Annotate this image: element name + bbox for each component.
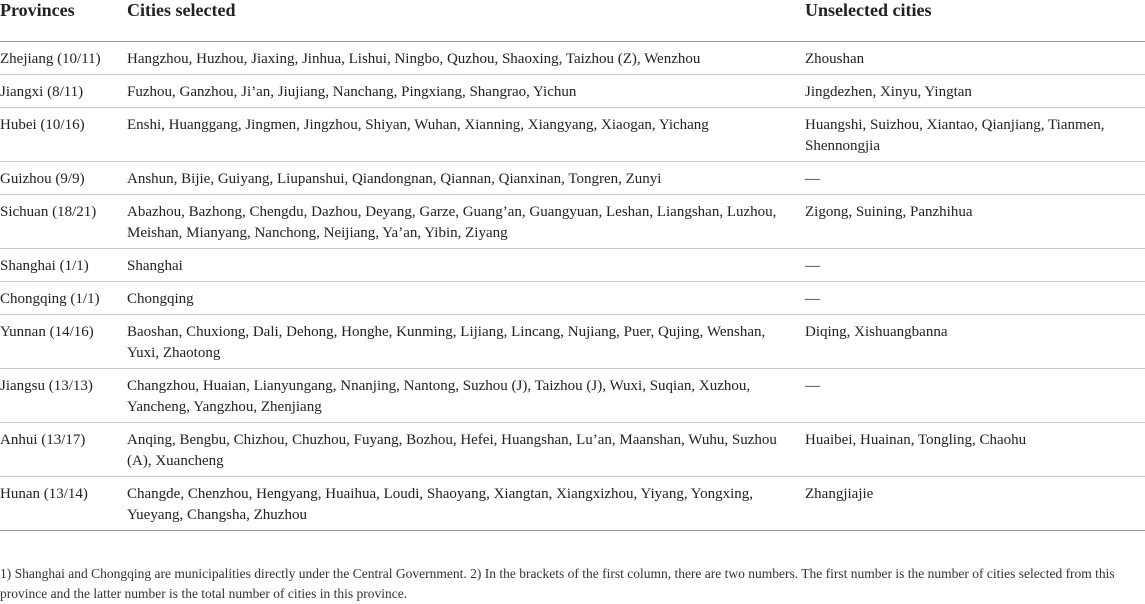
table-row — [0, 75, 1145, 108]
selected-cities-cell: Abazhou, Bazhong, Chengdu, Dazhou, Deyang, Garze, Guang’an, Guangyuan, Leshan, Liangshan, Luzhou, Meishan, Mianyang, Nanchong, Neijiang, Ya’an, Yibin, Ziyang — [127, 204, 777, 241]
selected-cities-cell: Shanghai — [127, 258, 183, 274]
province-cell: Chongqing (1/1) — [0, 291, 100, 307]
selected-cities-cell: Anqing, Bengbu, Chizhou, Chuzhou, Fuyang, Bozhou, Hefei, Huangshan, Lu’an, Maanshan, Wuhu, Suzhou (A), Xuancheng — [127, 432, 777, 469]
unselected-cities-cell: — — [805, 291, 820, 307]
header-cities-selected: Cities selected — [127, 0, 805, 42]
table-row — [0, 423, 1145, 477]
unselected-cities-cell: Zhoushan — [805, 51, 865, 67]
selected-cities-cell: Changzhou, Huaian, Lianyungang, Nnanjing, Nantong, Suzhou (J), Taizhou (J), Wuxi, Suqian, Xuzhou, Yancheng, Yangzhou, Zhenjiang — [127, 378, 751, 415]
table-row — [0, 369, 1145, 423]
selected-cities-cell: Anshun, Bijie, Guiyang, Liupanshui, Qiandongnan, Qiannan, Qianxinan, Tongren, Zunyi — [127, 171, 662, 187]
province-cell: Anhui (13/17) — [0, 432, 86, 448]
header-unselected-cities: Unselected cities — [805, 0, 1145, 42]
table-row — [0, 108, 1145, 162]
header-provinces: Provinces — [0, 0, 127, 42]
selected-cities-cell: Fuzhou, Ganzhou, Ji’an, Jiujiang, Nanchang, Pingxiang, Shangrao, Yichun — [127, 84, 577, 100]
table-row — [0, 249, 1145, 282]
province-cell: Jiangxi (8/11) — [0, 84, 84, 100]
table-row — [0, 282, 1145, 315]
selected-cities-cell: Enshi, Huanggang, Jingmen, Jingzhou, Shiyan, Wuhan, Xianning, Xiangyang, Xiaogan, Yichang — [127, 117, 709, 133]
table-row — [0, 162, 1145, 195]
table-row — [0, 477, 1145, 531]
table-row — [0, 42, 1145, 75]
unselected-cities-cell: Zhangjiajie — [805, 486, 874, 502]
unselected-cities-cell: Jingdezhen, Xinyu, Yingtan — [805, 84, 972, 100]
selected-cities-cell: Baoshan, Chuxiong, Dali, Dehong, Honghe, Kunming, Lijiang, Lincang, Nujiang, Puer, Qujing, Wenshan, Yuxi, Zhaotong — [127, 324, 766, 361]
unselected-cities-cell: — — [805, 378, 820, 394]
province-cell: Yunnan (14/16) — [0, 324, 94, 340]
province-cell: Jiangsu (13/13) — [0, 378, 93, 394]
province-cell: Shanghai (1/1) — [0, 258, 89, 274]
province-cell: Hubei (10/16) — [0, 117, 85, 133]
unselected-cities-cell: Diqing, Xishuangbanna — [805, 324, 948, 340]
table-row — [0, 195, 1145, 249]
province-cell: Guizhou (9/9) — [0, 171, 85, 187]
unselected-cities-cell: Huaibei, Huainan, Tongling, Chaohu — [805, 432, 1027, 448]
province-cell: Hunan (13/14) — [0, 486, 88, 502]
unselected-cities-cell: Zigong, Suining, Panzhihua — [805, 204, 973, 220]
header-row — [0, 0, 1145, 42]
province-cell: Zhejiang (10/11) — [0, 51, 101, 67]
selected-cities-cell: Changde, Chenzhou, Hengyang, Huaihua, Loudi, Shaoyang, Xiangtan, Xiangxizhou, Yiyang, Yongxing, Yueyang, Changsha, Zhuzhou — [127, 486, 754, 523]
province-cell: Sichuan (18/21) — [0, 204, 97, 220]
unselected-cities-cell: — — [805, 171, 820, 187]
unselected-cities-cell: Huangshi, Suizhou, Xiantao, Qianjiang, Tianmen, Shennongjia — [805, 117, 1105, 154]
selected-cities-cell: Chongqing — [127, 291, 194, 307]
table-footnote: 1) Shanghai and Chongqing are municipalities directly under the Central Government. 2) In the brackets of the first column, there are two numbers. The first number is the number of cities selected from this province and the latter number is the total number of cities in this province. — [0, 566, 1115, 601]
selected-cities-cell: Hangzhou, Huzhou, Jiaxing, Jinhua, Lishui, Ningbo, Quzhou, Shaoxing, Taizhou (Z), Wenzhou — [127, 51, 701, 67]
table-row — [0, 315, 1145, 369]
unselected-cities-cell: — — [805, 258, 820, 274]
